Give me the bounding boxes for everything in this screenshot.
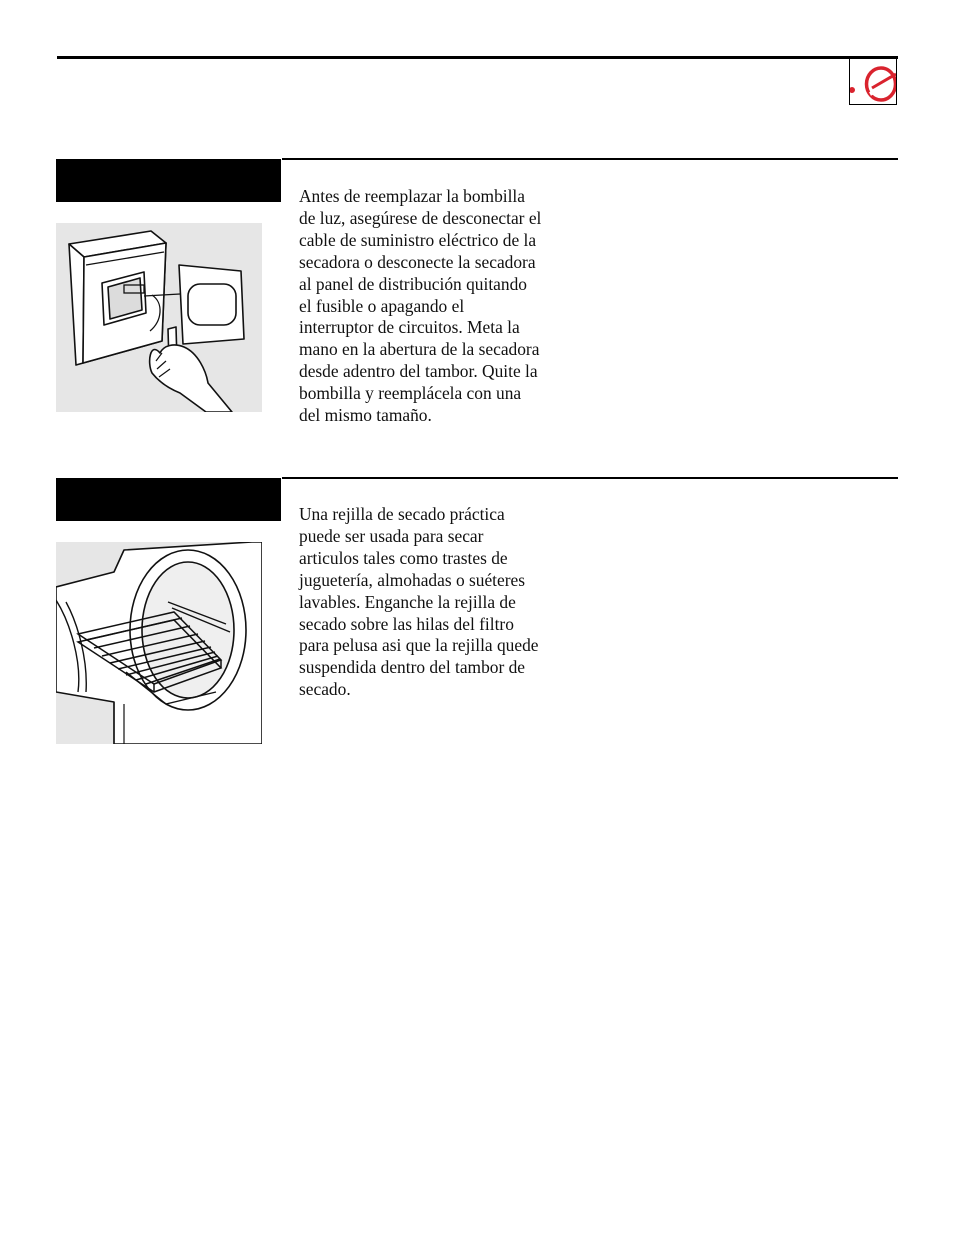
top-rule — [57, 56, 898, 59]
bulb-replacement-text: Antes de reemplazar la bombilla de luz, asegúrese de desconectar el cable de suministro eléctrico de la secadora o desconecte la secadora al panel de distribución quitando el fusible o apagando el interruptor de circuitos. Meta la mano en la abertura de la secadora desde adentro del tambor. Quite la bombilla y reemplácela con una del mismo tamaño. — [299, 186, 542, 426]
section-rule-1 — [282, 158, 898, 160]
drying-rack-illustration — [56, 542, 262, 744]
section-heading-bar-1 — [56, 159, 281, 202]
ge-language-e-icon — [850, 57, 897, 105]
section-heading-bar-2 — [56, 478, 281, 521]
dryer-bulb-replacement-illustration — [56, 223, 262, 412]
drying-rack-text: Una rejilla de secado práctica puede ser usada para secar articulos tales como trastes de juguetería, almohadas o suéteres lavables. Enganche la rejilla de secado sobre las hilas del filtro para pelusa asi que la rejilla quede suspendida dentro del tambor de secado. — [299, 504, 539, 700]
logo-box — [849, 57, 897, 105]
section-rule-2 — [282, 477, 898, 479]
